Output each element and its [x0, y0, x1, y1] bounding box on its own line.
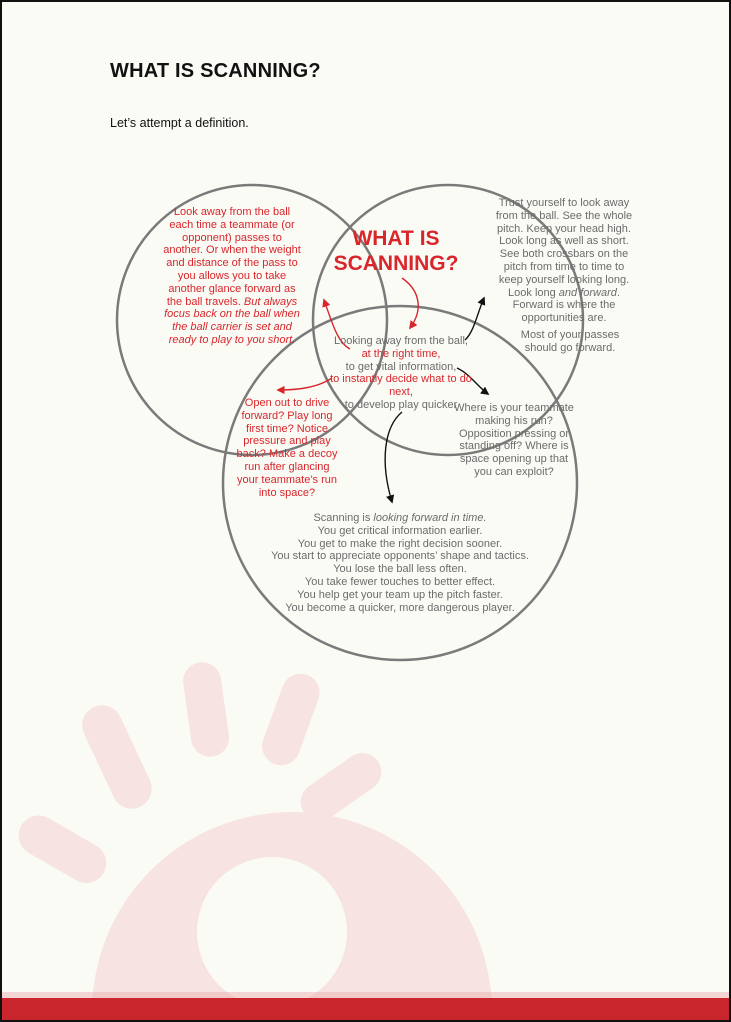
center-line-4: to instantly decide what to do next,	[330, 373, 472, 399]
bottom-lead	[260, 512, 540, 525]
bottom-line: You take fewer touches to better effect.	[304, 575, 496, 588]
right-circle-text-main: Trust yourself to look away from the ball. See the whole pitch. Keep your head high. Look long as well as short. See both crossbars on the pitch from time to time to keep yourself looking long. Look long	[495, 197, 633, 299]
center-line-1: Looking away from the ball,	[334, 335, 468, 347]
center-intersection-text	[326, 335, 476, 412]
arrow-center-to-bottom	[385, 412, 402, 502]
bottom-circle-text	[260, 512, 540, 614]
arrow-title-to-center	[402, 278, 418, 328]
right-circle-text	[494, 197, 634, 355]
bottom-line: You lose the ball less often.	[333, 563, 467, 576]
arrow-center-to-lower-left	[278, 378, 332, 390]
left-circle-italic-text: But always focus back on the ball when the ball carrier is set and ready to play to you short.	[164, 295, 300, 346]
right-circle-text-italic: and forward	[558, 286, 617, 299]
bottom-line: You become a quicker, more dangerous player.	[285, 601, 515, 614]
left-circle-text	[162, 206, 302, 347]
lower-left-intersection-text: Open out to drive forward? Play long first time? Notice pressure and play back? Make a decoy run after glancing your teammate’s run into space?	[236, 397, 338, 499]
center-line-3: to get vital information,	[345, 360, 457, 373]
venn-center-title: WHAT IS SCANNING?	[333, 227, 459, 275]
center-line-5: to develop play quicker	[344, 398, 458, 411]
bottom-line: You help get your team up the pitch faster.	[297, 588, 503, 601]
bottom-line: You get critical information earlier.	[317, 524, 483, 537]
bottom-line: You get to make the right decision sooner.	[297, 537, 503, 550]
bottom-line: You start to appreciate opponents’ shape and tactics.	[271, 550, 529, 563]
right-circle-text-passes: Most of your passes should go forward.	[520, 328, 620, 354]
lower-right-intersection-text: Where is your teammate making his run? Opposition pressing or standing off? Where is space opening up that you can exploit?	[454, 402, 574, 478]
bottom-lead-italic: looking forward in time.	[373, 512, 487, 524]
left-circle-red-text: Look away from the ball each time a teammate (or opponent) passes to another. Or when the weight and distance of the pass to you allows you to take another glance forward as the ball travels.	[163, 206, 301, 308]
bottom-lead-text: Scanning is	[313, 512, 374, 524]
intro-text: Let’s attempt a definition.	[110, 116, 249, 130]
page-title: WHAT IS SCANNING?	[110, 60, 321, 82]
venn-diagram	[2, 2, 729, 1020]
center-line-2: at the right time,	[361, 347, 441, 360]
right-circle-text-end: . Forward is where the opportunities are.	[512, 286, 620, 325]
